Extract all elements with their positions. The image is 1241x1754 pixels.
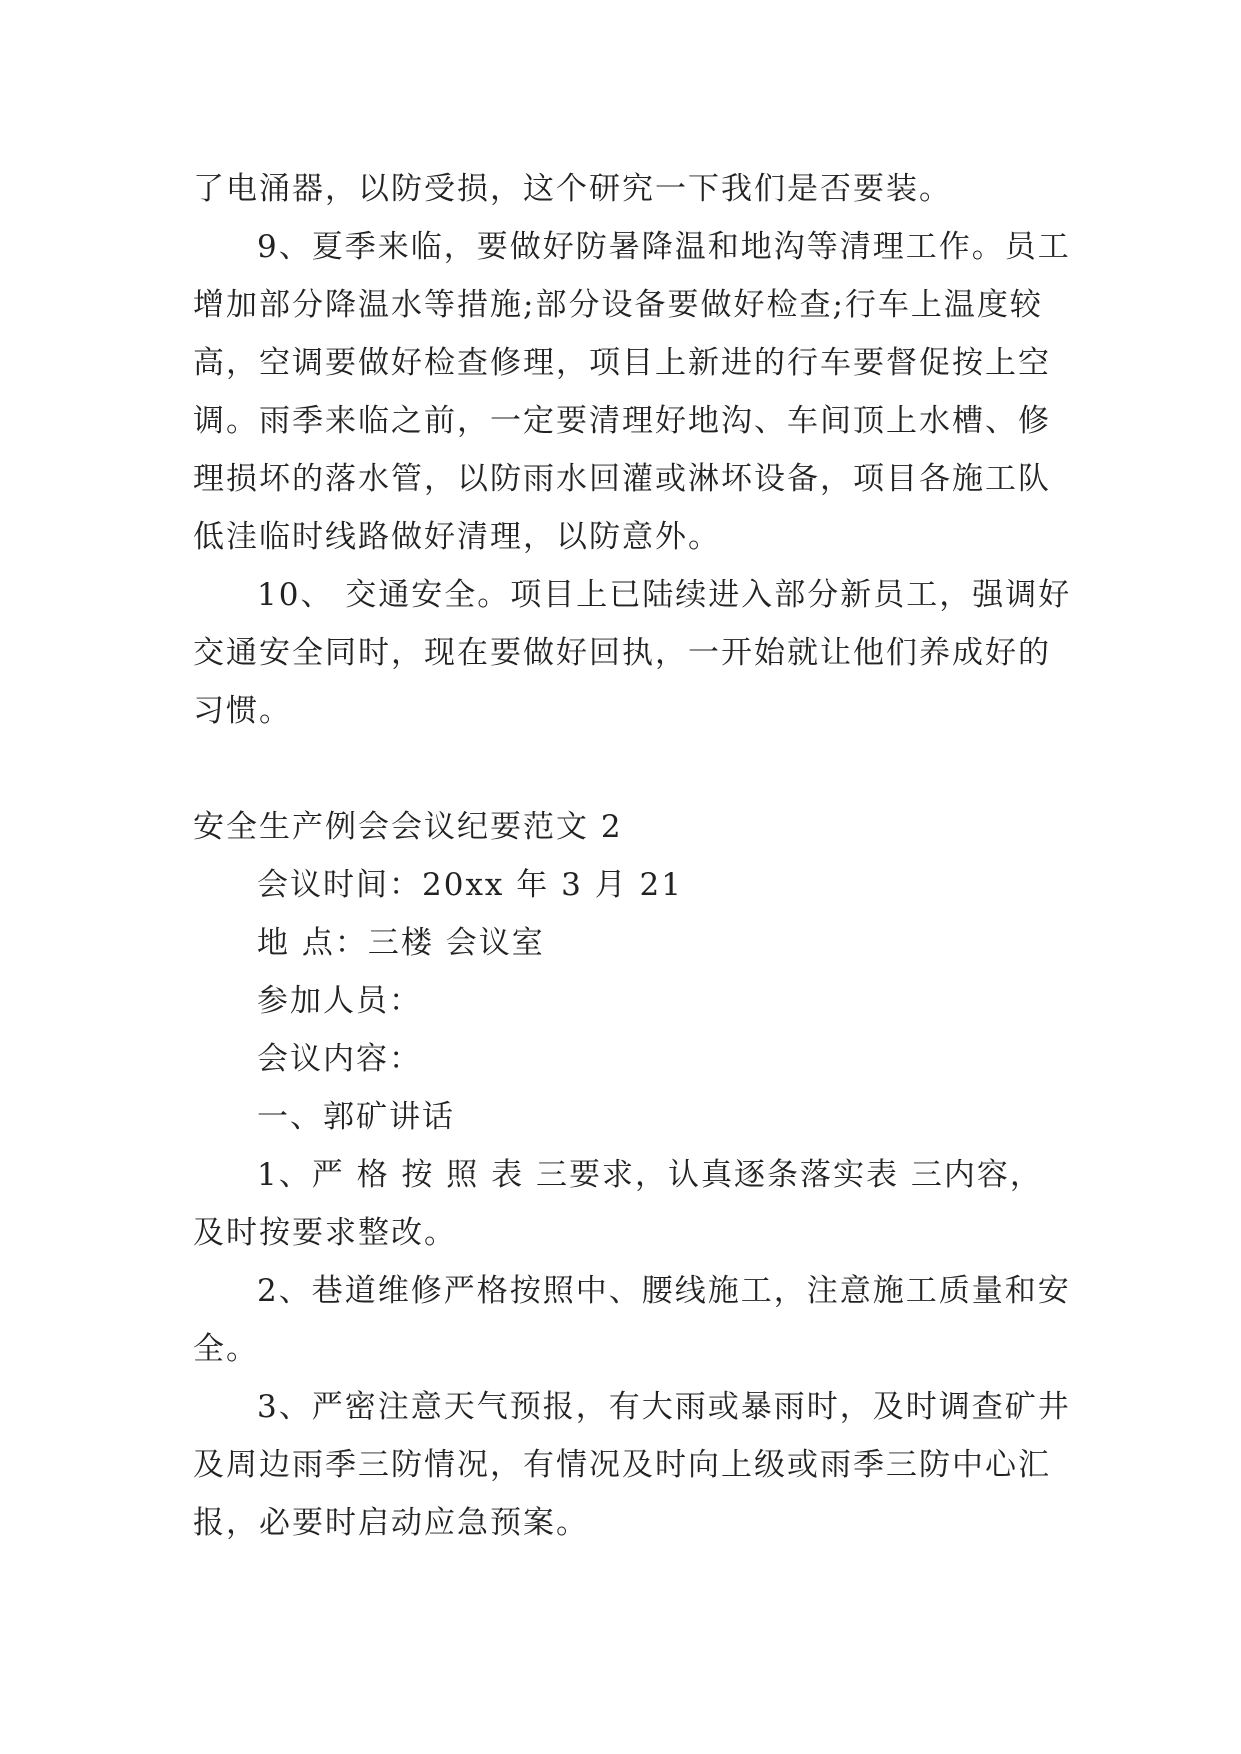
paragraph-item-10: 10、 交通安全。项目上已陆续进入部分新员工，强调好交通安全同时，现在要做好回执，一开始就让他们养成好的习惯。 — [193, 577, 1072, 729]
meeting-location: 地 点：三楼 会议室 — [257, 925, 545, 961]
paragraph-item-9: 9、夏季来临，要做好防暑降温和地沟等清理工作。员工增加部分降温水等措施;部分设备要做好检查;行车上温度较高，空调要做好检查修理，项目上新进的行车要督促按上空调。雨季来临之前，一定要清理好地沟、车间顶上水槽、修理损坏的落水管，以防雨水回灌或淋坏设备，项目各施工队低洼临时线路做好清理，以防意外。 — [193, 229, 1071, 555]
section-gap — [193, 740, 1073, 798]
section-title: 安全生产例会会议纪要范文 2 — [193, 809, 623, 845]
speech-item-2: 2、巷道维修严格按照中、腰线施工，注意施工质量和安全。 — [193, 1273, 1071, 1367]
speech-item-3: 3、严密注意天气预报，有大雨或暴雨时，及时调查矿井及周边雨季三防情况，有情况及时向上级或雨季三防中心汇报，必要时启动应急预案。 — [193, 1389, 1071, 1541]
document-body — [193, 160, 1073, 1552]
paragraph-continuation: 了电涌器，以防受损，这个研究一下我们是否要装。 — [193, 171, 952, 207]
speech-subheading: 一、郭矿讲话 — [257, 1099, 455, 1135]
meeting-participants: 参加人员： — [257, 983, 422, 1019]
meeting-time: 会议时间：20xx 年 3 月 21 — [257, 867, 683, 903]
speech-item-1: 1、严 格 按 照 表 三要求，认真逐条落实表 三内容，及时按要求整改。 — [193, 1157, 1043, 1251]
meeting-content-label: 会议内容： — [257, 1041, 422, 1077]
